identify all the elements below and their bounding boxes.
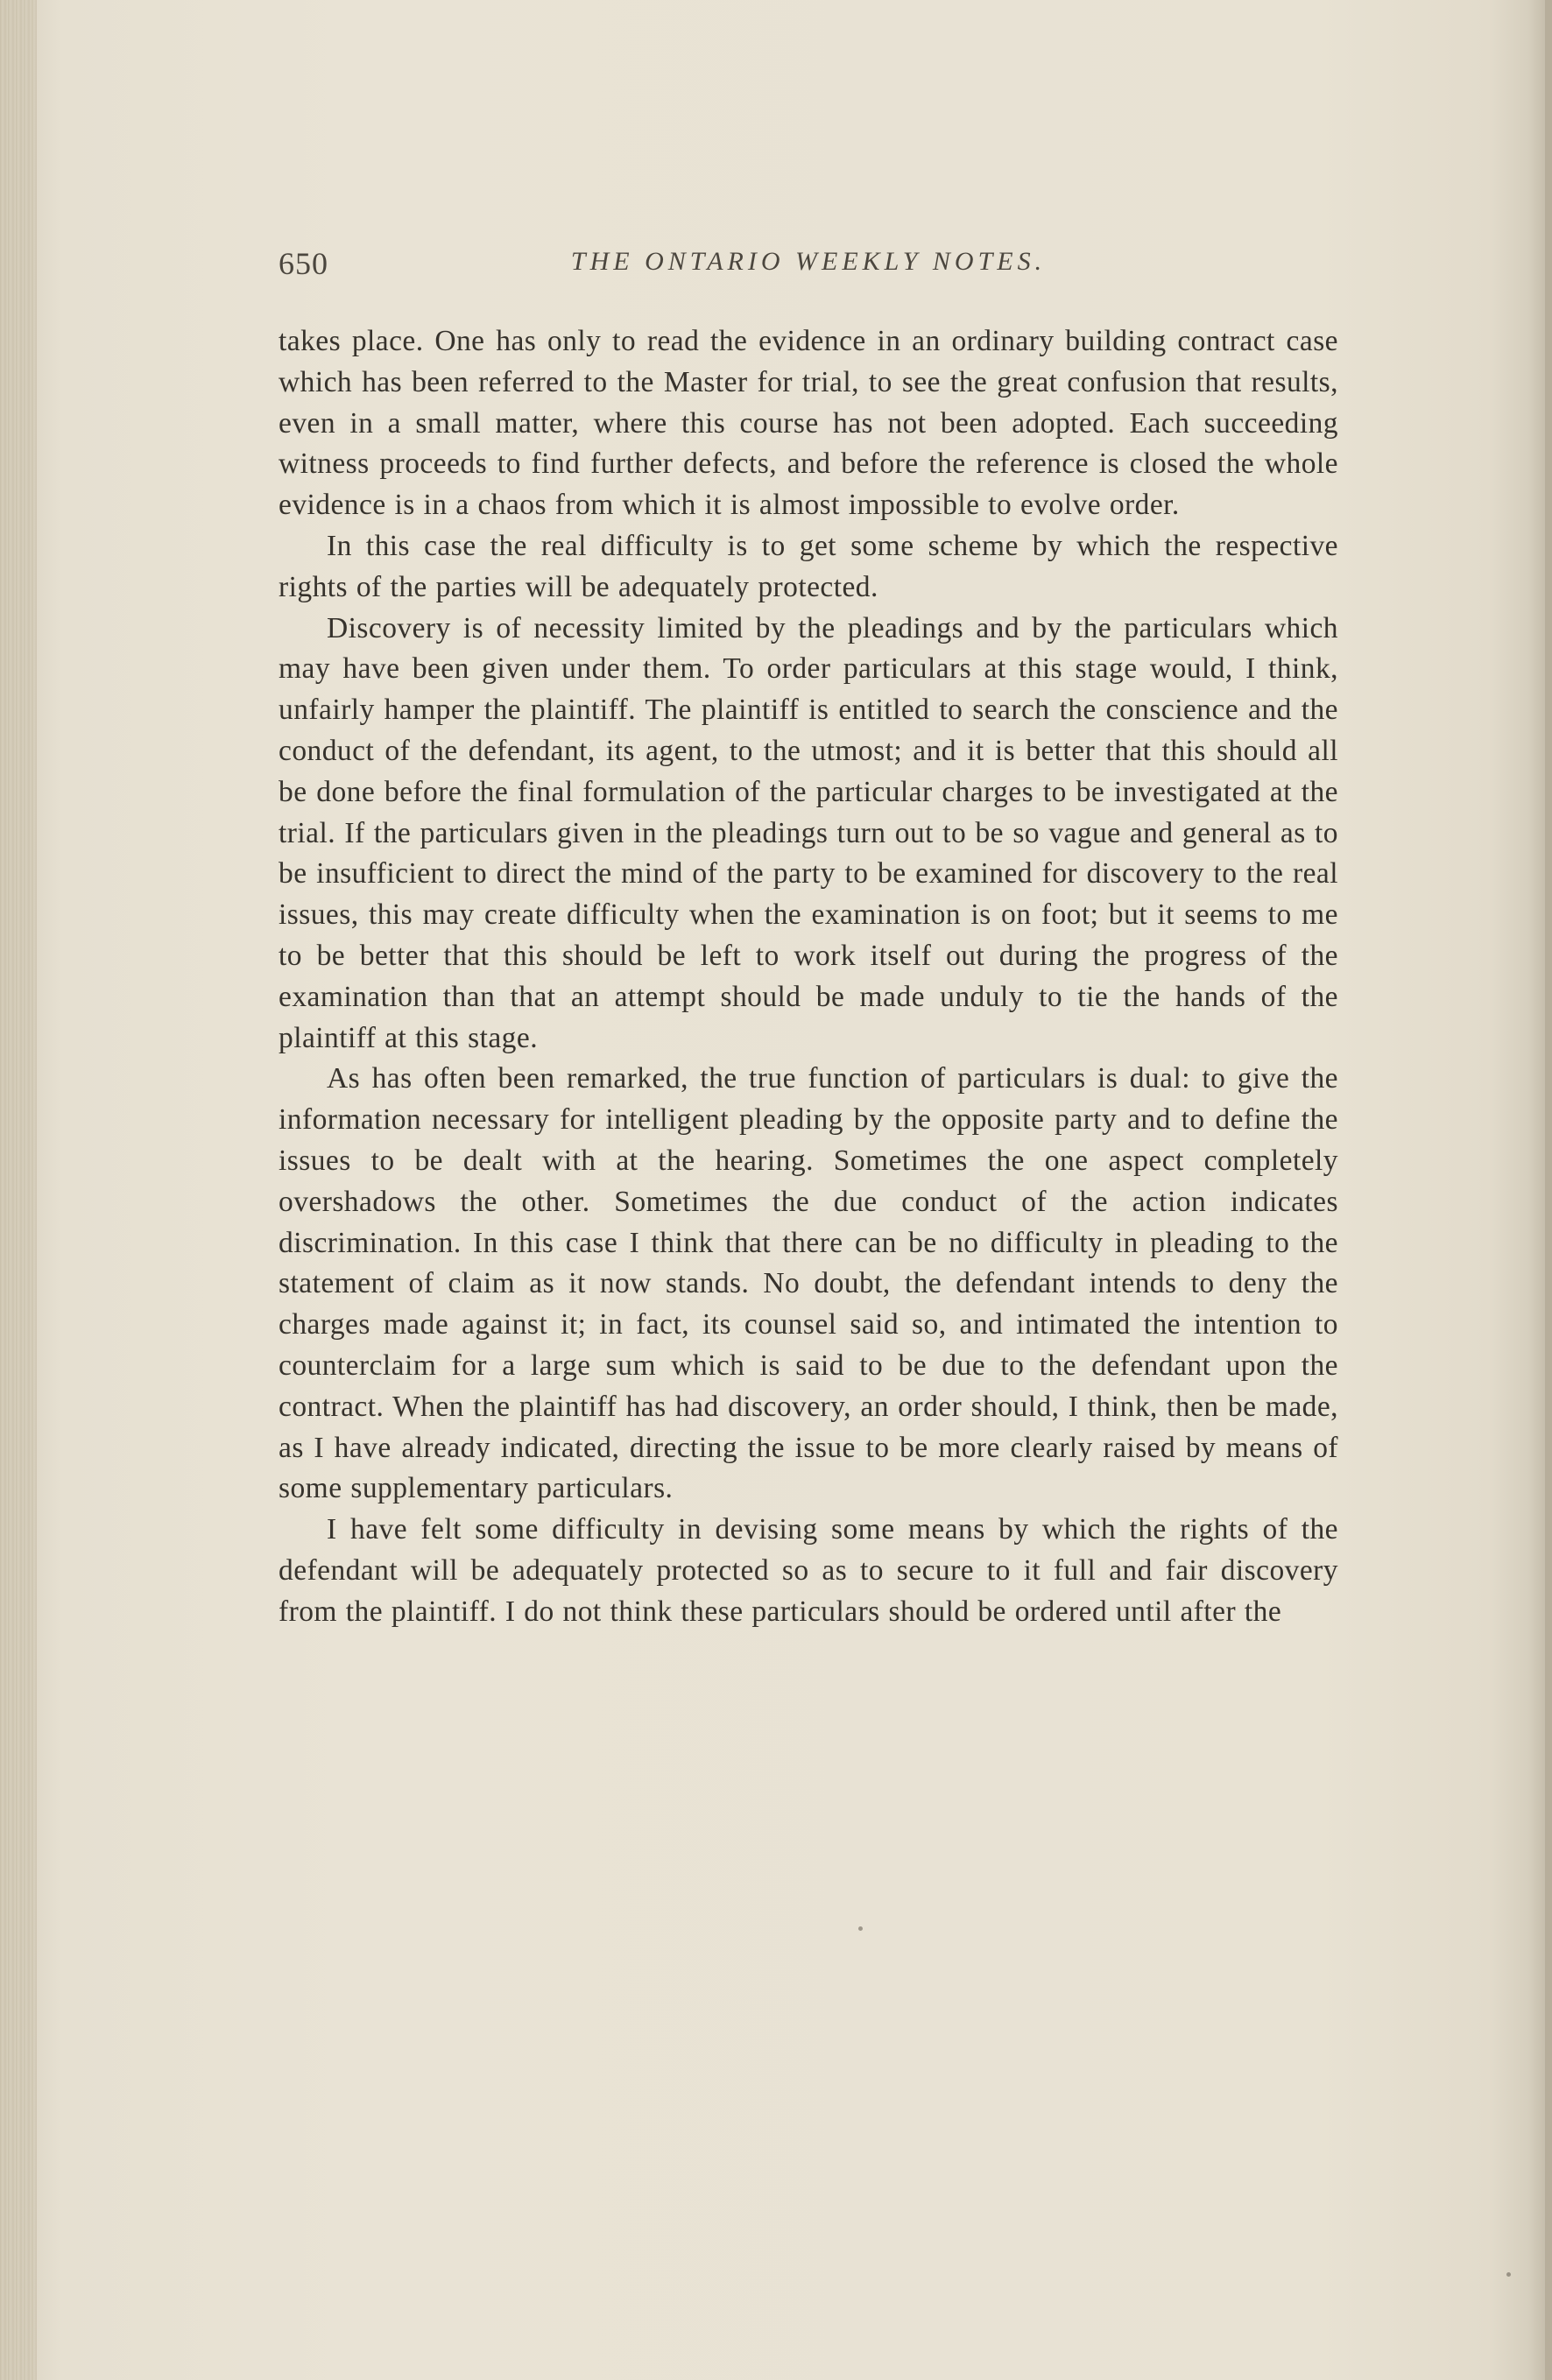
- paper-speck: [1506, 2272, 1511, 2277]
- page-number: 650: [279, 246, 328, 281]
- paragraph: takes place. One has only to read the evidence in an ordinary building contract case which has been referred to the Master for trial, to see the great confusion that results, even in a small matter, where this course has not been adopted. Each succeeding witness proceeds to find further defects, and before the reference is closed the whole evidence is in a chaos from which it is almost impossible to evolve order.: [279, 325, 1338, 522]
- running-head: THE ONTARIO WEEKLY NOTES.: [570, 247, 1047, 276]
- paragraph: Discovery is of necessity limited by the pleadings and by the particulars which may have been given under them. To order particulars at this stage would, I think, unfairly hamper the plaintiff. The plaintiff is entitled to search the conscience and the conduct of the defendant, its agent, to the utmost; and it is better that this should all be done before the final formulation of the particular charges to be investigated at the trial. If the particulars given in the pleadings turn out to be so vague and general as to be insufficient to direct the mind of the party to be examined for discovery to the real issues, this may create difficulty when the examination is on foot; but it seems to me to be better that this should be left to work itself out during the progress of the examination than that an attempt should be made unduly to tie the hands of the plaintiff at this stage.: [279, 611, 1338, 1054]
- paragraph: As has often been remarked, the true function of particulars is dual: to give the information necessary for intelligent pleading by the opposite party and to define the issues to be dealt with at the hearing. Sometimes the one aspect completely overshadows the other. Sometimes the due conduct of the action indicates discrimination. In this case I think that there can be no difficulty in pleading to the statement of claim as it now stands. No doubt, the defendant intends to deny the charges made against it; in fact, its counsel said so, and intimated the intention to counterclaim for a large sum which is said to be due to the defendant upon the contract. When the plaintiff has had discovery, an order should, I think, then be made, as I have already indicated, directing the issue to be more clearly raised by means of some supplementary particulars.: [279, 1062, 1338, 1505]
- binding-gutter: [0, 0, 37, 2380]
- paper-speck: [858, 1926, 863, 1931]
- paragraph: I have felt some difficulty in devising some means by which the rights of the defendant will be adequately protected so as to secure to it full and fair discovery from the plaintiff. I do not think these particulars should be ordered until after the: [279, 1513, 1338, 1628]
- body-text: [279, 321, 1338, 1633]
- paragraph: In this case the real difficulty is to get some scheme by which the respective rights of the parties will be adequately protected.: [279, 529, 1338, 603]
- page-edge: [1545, 0, 1552, 2380]
- page-header: [279, 245, 1338, 289]
